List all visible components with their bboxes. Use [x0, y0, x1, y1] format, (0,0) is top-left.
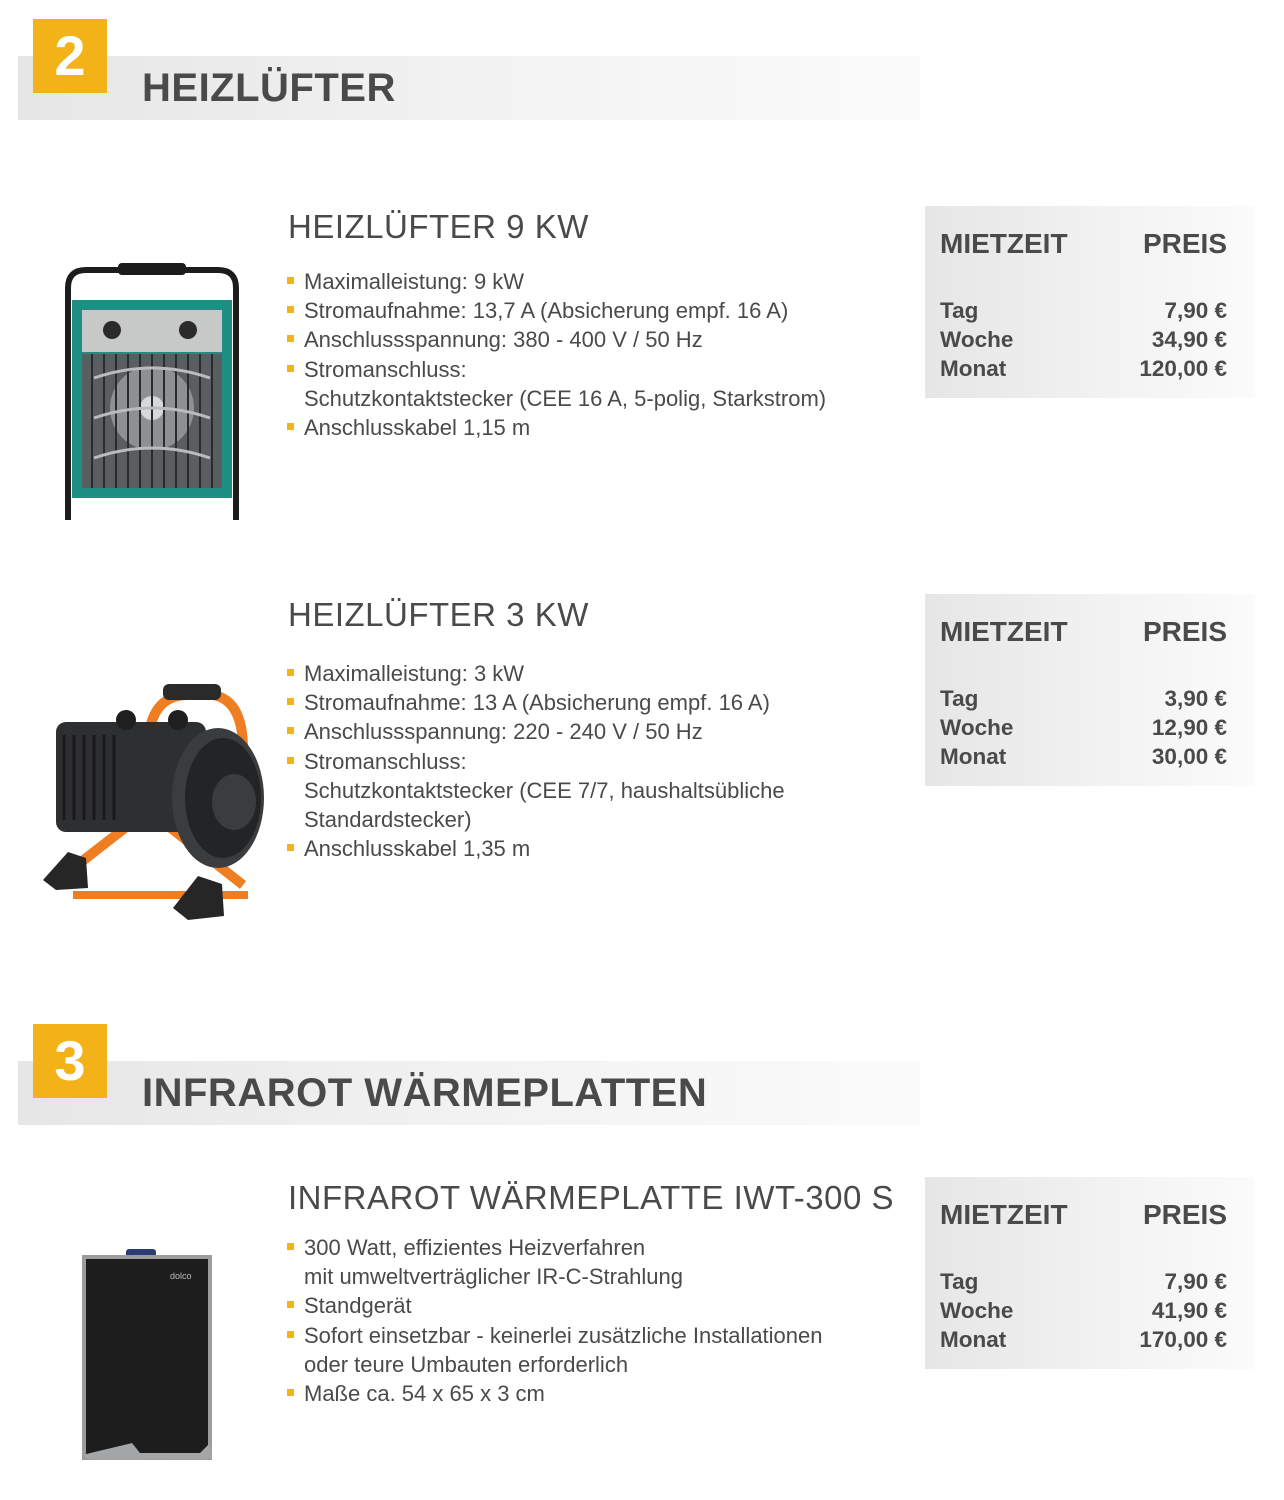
- bullet-icon: [287, 757, 294, 764]
- product-title: HEIZLÜFTER 9 KW: [288, 208, 589, 245]
- feature-text: Anschlussspannung: 380 - 400 V / 50 Hz: [304, 327, 703, 353]
- price-column-header-period: MIETZEIT: [940, 228, 1068, 259]
- rental-price: 7,90 €: [1164, 298, 1227, 323]
- rental-period: Woche: [940, 327, 1014, 352]
- rental-price: 170,00 €: [1139, 1327, 1227, 1352]
- bullet-icon: [287, 1301, 294, 1308]
- section-title: HEIZLÜFTER: [142, 66, 396, 110]
- bullet-icon: [287, 1331, 294, 1338]
- price-column-header-price: PREIS: [1142, 616, 1227, 647]
- rental-price: 30,00 €: [1151, 744, 1227, 769]
- feature-list: [286, 267, 906, 442]
- feature-text: Schutzkontaktstecker (CEE 7/7, haushaltsübliche: [304, 777, 785, 803]
- feature-text: Stromaufnahme: 13,7 A (Absicherung empf. 16 A): [304, 298, 789, 324]
- svg-text:dolco: dolco: [170, 1271, 192, 1281]
- rental-price: 12,90 €: [1151, 715, 1227, 740]
- feature-item: [286, 834, 906, 863]
- feature-item: [286, 296, 906, 325]
- feature-list: [286, 1233, 906, 1408]
- rental-price: 34,90 €: [1151, 327, 1227, 352]
- product-image-heater-9kw: [58, 258, 246, 524]
- feature-text: Standgerät: [304, 1293, 412, 1319]
- feature-text: Anschlusskabel 1,15 m: [304, 415, 531, 441]
- bullet-icon: [287, 306, 294, 313]
- rental-period: Monat: [940, 1327, 1007, 1352]
- price-row: [940, 713, 1227, 742]
- price-row: [940, 296, 1227, 325]
- feature-item: [286, 717, 906, 746]
- bullet-icon: [287, 365, 294, 372]
- product-title: HEIZLÜFTER 3 KW: [288, 596, 589, 633]
- feature-item: [286, 325, 906, 354]
- price-row: [940, 354, 1227, 383]
- feature-item: [286, 659, 906, 688]
- feature-text: Sofort einsetzbar - keinerlei zusätzliche Installationen: [304, 1322, 823, 1348]
- feature-text: Stromanschluss:: [304, 356, 467, 382]
- rental-price: 7,90 €: [1164, 1269, 1227, 1294]
- feature-text: Stromanschluss:: [304, 748, 467, 774]
- bullet-icon: [287, 277, 294, 284]
- feature-text: Schutzkontaktstecker (CEE 16 A, 5-polig, Starkstrom): [304, 385, 827, 411]
- feature-item: [286, 267, 906, 296]
- price-column-header-price: PREIS: [1142, 1199, 1227, 1230]
- feature-text: Maximalleistung: 9 kW: [304, 269, 525, 294]
- price-table: [925, 206, 1255, 398]
- bullet-icon: [287, 669, 294, 676]
- feature-item: [286, 747, 906, 835]
- price-row: [940, 684, 1227, 713]
- product-title: INFRAROT WÄRMEPLATTE IWT-300 S: [288, 1179, 895, 1216]
- section-header-infrarot: [18, 1029, 920, 1125]
- feature-item: [286, 1321, 906, 1379]
- price-column-header-period: MIETZEIT: [940, 1199, 1068, 1230]
- section-number-badge: 3: [33, 1024, 107, 1098]
- rental-period: Tag: [940, 298, 979, 323]
- feature-item: [286, 413, 906, 442]
- bullet-icon: [287, 423, 294, 430]
- feature-text: Anschlussspannung: 220 - 240 V / 50 Hz: [304, 719, 703, 745]
- price-row: [940, 1325, 1227, 1354]
- section-header-heizluefter: [18, 24, 920, 120]
- bullet-icon: [287, 1243, 294, 1250]
- price-column-header-price: PREIS: [1142, 228, 1227, 259]
- price-table: [925, 594, 1255, 786]
- bullet-icon: [287, 698, 294, 705]
- rental-price: 120,00 €: [1139, 356, 1227, 381]
- feature-item: [286, 1379, 906, 1408]
- product-image-heater-3kw: [38, 680, 268, 925]
- section-number-badge: 2: [33, 19, 107, 93]
- rental-price: 41,90 €: [1151, 1298, 1227, 1323]
- price-row: [940, 1267, 1227, 1296]
- rental-price: 3,90 €: [1164, 686, 1227, 711]
- price-row: [940, 325, 1227, 354]
- feature-list: [286, 659, 906, 863]
- feature-text: Stromaufnahme: 13 A (Absicherung empf. 16 A): [304, 690, 770, 716]
- price-row: [940, 742, 1227, 771]
- bullet-icon: [287, 844, 294, 851]
- rental-period: Monat: [940, 744, 1007, 769]
- bullet-icon: [287, 335, 294, 342]
- feature-text: 300 Watt, effizientes Heizverfahren: [304, 1235, 646, 1260]
- price-column-header-period: MIETZEIT: [940, 616, 1068, 647]
- product-image-infrared-panel: [70, 1215, 220, 1500]
- feature-text: Maße ca. 54 x 65 x 3 cm: [304, 1381, 545, 1407]
- rental-period: Woche: [940, 1298, 1014, 1323]
- feature-item: [286, 1291, 906, 1320]
- feature-text: oder teure Umbauten erforderlich: [304, 1351, 629, 1377]
- rental-period: Tag: [940, 686, 979, 711]
- rental-period: Woche: [940, 715, 1014, 740]
- feature-text: Anschlusskabel 1,35 m: [304, 836, 531, 862]
- feature-text: Maximalleistung: 3 kW: [304, 661, 525, 686]
- bullet-icon: [287, 727, 294, 734]
- rental-period: Tag: [940, 1269, 979, 1294]
- price-table: [925, 1177, 1255, 1369]
- feature-item: [286, 1233, 906, 1291]
- section-title: INFRAROT WÄRMEPLATTEN: [142, 1071, 708, 1115]
- rental-period: Monat: [940, 356, 1007, 381]
- price-row: [940, 1296, 1227, 1325]
- feature-item: [286, 688, 906, 717]
- bullet-icon: [287, 1389, 294, 1396]
- feature-text: mit umweltverträglicher IR-C-Strahlung: [304, 1264, 683, 1290]
- feature-item: [286, 355, 906, 413]
- feature-text: Standardstecker): [304, 807, 472, 833]
